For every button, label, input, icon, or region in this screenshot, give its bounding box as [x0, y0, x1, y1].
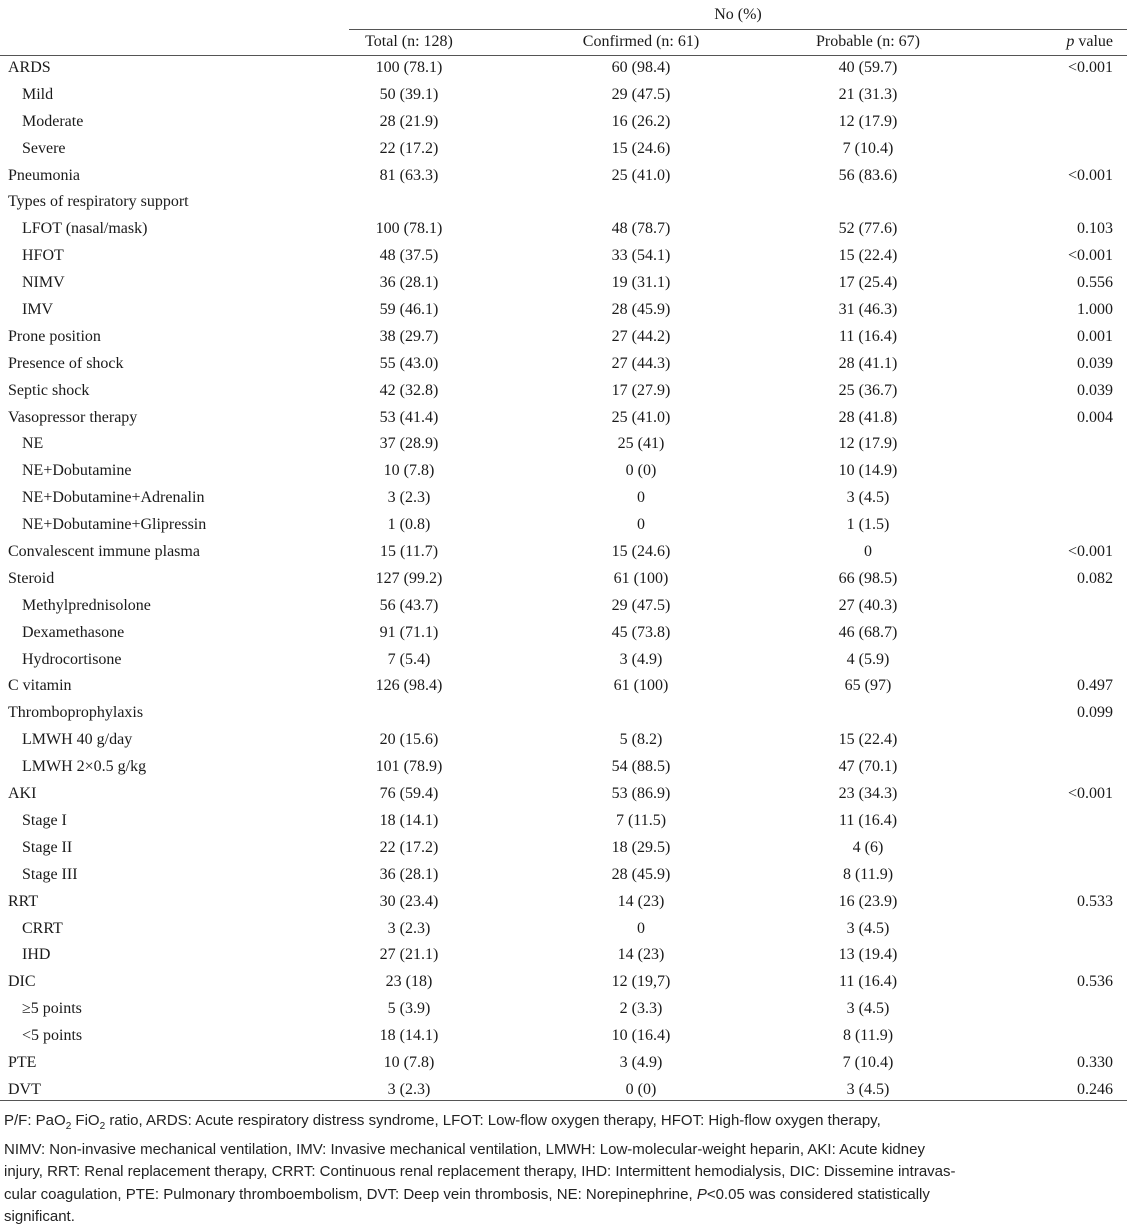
- footnote-line-1: [4, 1110, 1122, 1139]
- cell-confirmed: 3 (4.9): [619, 1053, 663, 1071]
- column-header-confirmed: Confirmed (n: 61): [582, 33, 700, 50]
- footnote-line-3: injury, RRT: Renal replacement therapy, CRRT: Continuous renal replacement therapy, IHD: Intermittent hemodialysis, DIC: Dissemine intravas-: [4, 1163, 956, 1181]
- cell-p-value: 0.536: [1077, 973, 1113, 991]
- cell-probable: 3 (4.5): [846, 489, 890, 507]
- table-row: [0, 648, 1127, 675]
- row-label: DVT: [8, 1080, 41, 1098]
- cell-p-value: <0.001: [1067, 247, 1113, 265]
- cell-total: 100 (78.1): [375, 59, 443, 76]
- footnote-text: P/F: PaO: [4, 1112, 66, 1129]
- row-label: RRT: [8, 892, 39, 910]
- row-label: Stage III: [22, 865, 78, 883]
- cell-confirmed: 18 (29.5): [611, 838, 671, 856]
- cell-total: 30 (23.4): [379, 892, 439, 910]
- cell-probable: 7 (10.4): [842, 139, 894, 157]
- row-label: ARDS: [8, 59, 51, 76]
- cell-probable: 11 (16.4): [838, 327, 898, 345]
- table-row: [0, 217, 1127, 244]
- cell-total: 100 (78.1): [375, 220, 443, 238]
- subscript: 2: [65, 1121, 72, 1132]
- cell-p-value: <0.001: [1067, 59, 1113, 76]
- cell-confirmed: 53 (86.9): [611, 785, 671, 803]
- cell-confirmed: 16 (26.2): [611, 112, 671, 130]
- cell-probable: 4 (5.9): [846, 650, 890, 668]
- cell-probable: 25 (36.7): [838, 381, 898, 399]
- cell-p-value: <0.001: [1067, 543, 1113, 561]
- cell-total: 36 (28.1): [379, 865, 439, 883]
- cell-p-value: 0.497: [1077, 677, 1113, 695]
- row-label: Dexamethasone: [22, 623, 125, 641]
- footnote-italic-p: P: [696, 1185, 707, 1203]
- column-header-row: [0, 31, 1127, 56]
- cell-confirmed: 12 (19,7): [611, 973, 671, 991]
- table-row: [0, 943, 1127, 970]
- cell-p-value: 0.533: [1077, 892, 1113, 910]
- cell-p-value: <0.001: [1067, 785, 1113, 803]
- table-row: [0, 970, 1127, 997]
- cell-total: 3 (2.3): [387, 489, 431, 507]
- cell-p-value: 0.082: [1077, 569, 1113, 587]
- cell-probable: 16 (23.9): [838, 892, 898, 910]
- cell-probable: 28 (41.1): [838, 354, 898, 372]
- cell-probable: 3 (4.5): [846, 1080, 890, 1098]
- table-body: [0, 56, 1127, 1105]
- row-label: Vasopressor therapy: [8, 408, 138, 426]
- row-label: Steroid: [8, 569, 55, 587]
- cell-total: 22 (17.2): [379, 139, 439, 157]
- row-label: LMWH 40 g/day: [22, 731, 133, 749]
- cell-total: 53 (41.4): [379, 408, 439, 426]
- cell-confirmed: 2 (3.3): [619, 1000, 663, 1018]
- table-row: [0, 728, 1127, 755]
- cell-p-value: 0.099: [1077, 704, 1113, 722]
- cell-probable: 15 (22.4): [838, 247, 898, 265]
- row-label: Stage II: [22, 838, 73, 856]
- cell-probable: 23 (34.3): [838, 785, 898, 803]
- cell-confirmed: 14 (23): [617, 946, 665, 964]
- cell-total: 1 (0.8): [387, 516, 431, 534]
- cell-confirmed: 48 (78.7): [611, 220, 671, 238]
- row-label: Hydrocortisone: [22, 650, 122, 668]
- cell-confirmed: 33 (54.1): [611, 247, 671, 265]
- table-row: [0, 782, 1127, 809]
- cell-confirmed: 17 (27.9): [611, 381, 671, 399]
- cell-total: 55 (43.0): [379, 354, 439, 372]
- row-label: Pneumonia: [8, 166, 80, 184]
- cell-total: 42 (32.8): [379, 381, 439, 399]
- row-label: C vitamin: [8, 677, 72, 695]
- cell-probable: 65 (97): [844, 677, 892, 695]
- cell-total: 27 (21.1): [379, 946, 439, 964]
- table-row: [0, 164, 1127, 191]
- cell-probable: 47 (70.1): [838, 758, 898, 776]
- table-row: [0, 621, 1127, 648]
- cell-total: 23 (18): [385, 973, 433, 991]
- cell-probable: 56 (83.6): [838, 166, 898, 184]
- table-row: [0, 997, 1127, 1024]
- cell-total: 18 (14.1): [379, 1027, 439, 1045]
- table-row: [0, 513, 1127, 540]
- row-label: Mild: [22, 85, 54, 103]
- cell-confirmed: 25 (41): [617, 435, 665, 453]
- table-bottom-rule: [0, 1100, 1127, 1101]
- cell-probable: 21 (31.3): [838, 85, 898, 103]
- cell-total: 59 (46.1): [379, 301, 439, 319]
- table-row: [0, 298, 1127, 325]
- footnote-text: ratio, ARDS: Acute respiratory distress syndrome, LFOT: Low-flow oxygen therapy, HFOT: High-flow oxygen therapy,: [105, 1112, 881, 1129]
- row-label: NE+Dobutamine: [22, 462, 132, 480]
- row-label: Septic shock: [8, 381, 90, 399]
- cell-confirmed: 0: [637, 489, 645, 507]
- cell-confirmed: 45 (73.8): [611, 623, 671, 641]
- cell-confirmed: 61 (100): [613, 569, 669, 587]
- cell-total: 56 (43.7): [379, 596, 439, 614]
- cell-p-value: 0.004: [1077, 408, 1113, 426]
- row-label: Presence of shock: [8, 354, 124, 372]
- cell-probable: 52 (77.6): [838, 220, 898, 238]
- table-row: [0, 190, 1127, 217]
- group-header-label: No (%): [714, 6, 762, 23]
- cell-total: 36 (28.1): [379, 274, 439, 292]
- cell-p-value: 0.556: [1077, 274, 1113, 292]
- cell-p-value: 0.039: [1077, 381, 1113, 399]
- cell-probable: 40 (59.7): [838, 59, 898, 76]
- cell-probable: 12 (17.9): [838, 435, 898, 453]
- footnote-text: cular coagulation, PTE: Pulmonary thromboembolism, DVT: Deep vein thrombosis, NE: Norepinephrine,: [4, 1185, 697, 1203]
- cell-p-value: 0.330: [1077, 1053, 1113, 1071]
- cell-total: 3 (2.3): [387, 919, 431, 937]
- cell-confirmed: 61 (100): [613, 677, 669, 695]
- cell-confirmed: 10 (16.4): [611, 1027, 671, 1045]
- row-label: NIMV: [22, 274, 65, 292]
- cell-p-value: <0.001: [1067, 166, 1113, 184]
- cell-total: 28 (21.9): [379, 112, 439, 130]
- row-label: Prone position: [8, 327, 101, 345]
- row-label: Thromboprophylaxis: [8, 704, 144, 722]
- row-label: DIC: [8, 973, 36, 991]
- row-label: Convalescent immune plasma: [8, 543, 200, 561]
- table-row: [0, 890, 1127, 917]
- cell-total: 76 (59.4): [379, 785, 439, 803]
- row-label: Types of respiratory support: [8, 193, 189, 211]
- row-label: PTE: [8, 1053, 37, 1071]
- footnote-line-5: significant.: [4, 1208, 75, 1226]
- cell-p-value: 1.000: [1077, 301, 1113, 319]
- table-row: [0, 379, 1127, 406]
- cell-confirmed: 0: [637, 516, 645, 534]
- cell-confirmed: 54 (88.5): [611, 758, 671, 776]
- subscript: 2: [99, 1121, 106, 1132]
- cell-total: 22 (17.2): [379, 838, 439, 856]
- cell-probable: 3 (4.5): [846, 919, 890, 937]
- cell-total: 91 (71.1): [379, 623, 439, 641]
- column-header-probable: Probable (n: 67): [816, 33, 920, 50]
- table-row: [0, 432, 1127, 459]
- cell-probable: 8 (11.9): [842, 865, 894, 883]
- cell-probable: 17 (25.4): [838, 274, 898, 292]
- row-label: Moderate: [22, 112, 84, 130]
- cell-confirmed: 5 (8.2): [619, 731, 663, 749]
- cell-probable: 8 (11.9): [842, 1027, 894, 1045]
- cell-probable: 46 (68.7): [838, 623, 898, 641]
- cell-confirmed: 0: [637, 919, 645, 937]
- column-header-total: Total (n: 128): [365, 33, 453, 50]
- cell-confirmed: 14 (23): [617, 892, 665, 910]
- cell-probable: 4 (6): [852, 838, 884, 856]
- table-row: [0, 836, 1127, 863]
- row-label: Methylprednisolone: [22, 596, 151, 614]
- column-header-p-value: [1066, 33, 1113, 51]
- cell-total: 38 (29.7): [379, 327, 439, 345]
- table-row: [0, 459, 1127, 486]
- cell-probable: 66 (98.5): [838, 569, 898, 587]
- p-symbol: p: [1066, 33, 1075, 50]
- cell-total: 20 (15.6): [379, 731, 439, 749]
- cell-confirmed: 19 (31.1): [611, 274, 671, 292]
- table-row: [0, 486, 1127, 513]
- cell-confirmed: 60 (98.4): [611, 59, 671, 76]
- cell-confirmed: 3 (4.9): [619, 650, 663, 668]
- cell-probable: 0: [864, 543, 872, 561]
- cell-total: 7 (5.4): [387, 650, 431, 668]
- cell-probable: 11 (16.4): [838, 973, 898, 991]
- cell-confirmed: 0 (0): [625, 462, 657, 480]
- footnote-text: <0.05 was considered statistically: [706, 1185, 930, 1203]
- row-label: <5 points: [22, 1027, 83, 1045]
- cell-total: 15 (11.7): [379, 543, 439, 561]
- cell-total: 101 (78.9): [375, 758, 443, 776]
- cell-total: 126 (98.4): [375, 677, 443, 695]
- row-label: Stage I: [22, 811, 67, 829]
- row-label: IHD: [22, 946, 51, 964]
- row-label: IMV: [22, 301, 54, 319]
- cell-total: 18 (14.1): [379, 811, 439, 829]
- row-label: NE+Dobutamine+Adrenalin: [22, 489, 205, 507]
- row-label: ≥5 points: [22, 1000, 82, 1018]
- cell-p-value: 0.103: [1077, 220, 1113, 238]
- cell-confirmed: 29 (47.5): [611, 85, 671, 103]
- table-row: [0, 540, 1127, 567]
- cell-total: 50 (39.1): [379, 85, 439, 103]
- cell-total: 48 (37.5): [379, 247, 439, 265]
- cell-confirmed: 25 (41.0): [611, 166, 671, 184]
- cell-p-value: 0.001: [1077, 327, 1113, 345]
- cell-total: 37 (28.9): [379, 435, 439, 453]
- cell-total: 5 (3.9): [387, 1000, 431, 1018]
- cell-total: 10 (7.8): [383, 462, 435, 480]
- table-row: [0, 325, 1127, 352]
- cell-confirmed: 15 (24.6): [611, 139, 671, 157]
- table-footnote: [4, 1110, 1122, 1229]
- table-row: [0, 863, 1127, 890]
- row-label: CRRT: [22, 919, 63, 937]
- table-row: [0, 110, 1127, 137]
- table-row: [0, 83, 1127, 110]
- cell-confirmed: 27 (44.2): [611, 327, 671, 345]
- cell-confirmed: 7 (11.5): [615, 811, 667, 829]
- cell-confirmed: 28 (45.9): [611, 865, 671, 883]
- cell-p-value: 0.246: [1077, 1080, 1113, 1098]
- table-row: [0, 567, 1127, 594]
- cell-confirmed: 0 (0): [625, 1080, 657, 1098]
- table-row: [0, 271, 1127, 298]
- row-label: AKI: [8, 785, 37, 803]
- cell-total: 3 (2.3): [387, 1080, 431, 1098]
- cell-probable: 13 (19.4): [838, 946, 898, 964]
- table-row: [0, 244, 1127, 271]
- group-header: [349, 4, 1127, 30]
- cell-confirmed: 27 (44.3): [611, 354, 671, 372]
- table-row: [0, 755, 1127, 782]
- cell-probable: 3 (4.5): [846, 1000, 890, 1018]
- table-row: [0, 406, 1127, 433]
- cell-confirmed: 25 (41.0): [611, 408, 671, 426]
- table-row: [0, 137, 1127, 164]
- cell-probable: 31 (46.3): [838, 301, 898, 319]
- footnote-line-2: NIMV: Non-invasive mechanical ventilation, IMV: Invasive mechanical ventilation, LMWH: Low-molecular-weight heparin, AKI: Acute kidney: [4, 1140, 925, 1158]
- table-row: [0, 56, 1127, 83]
- table-row: [0, 917, 1127, 944]
- cell-probable: 28 (41.8): [838, 408, 898, 426]
- table-row: [0, 809, 1127, 836]
- row-label: NE+Dobutamine+Glipressin: [22, 516, 207, 534]
- row-label: LFOT (nasal/mask): [22, 220, 148, 238]
- cell-total: 127 (99.2): [375, 569, 443, 587]
- table-row: [0, 352, 1127, 379]
- table-row: [0, 1051, 1127, 1078]
- cell-total: 10 (7.8): [383, 1053, 435, 1071]
- cell-total: 81 (63.3): [379, 166, 439, 184]
- cell-p-value: 0.039: [1077, 354, 1113, 372]
- cell-confirmed: 15 (24.6): [611, 543, 671, 561]
- table-row: [0, 674, 1127, 701]
- cell-probable: 11 (16.4): [838, 811, 898, 829]
- table-row: [0, 701, 1127, 728]
- row-label: NE: [22, 435, 44, 453]
- footnote-text: FiO: [71, 1112, 100, 1129]
- table-row: [0, 594, 1127, 621]
- cell-probable: 10 (14.9): [838, 462, 898, 480]
- cell-probable: 15 (22.4): [838, 731, 898, 749]
- table-row: [0, 1024, 1127, 1051]
- cell-probable: 7 (10.4): [842, 1053, 894, 1071]
- row-label: HFOT: [22, 247, 64, 265]
- footnote-line-4: [4, 1184, 1122, 1207]
- cell-confirmed: 28 (45.9): [611, 301, 671, 319]
- cell-probable: 1 (1.5): [846, 516, 890, 534]
- cell-confirmed: 29 (47.5): [611, 596, 671, 614]
- cell-probable: 27 (40.3): [838, 596, 898, 614]
- cell-probable: 12 (17.9): [838, 112, 898, 130]
- row-label: Severe: [22, 139, 66, 157]
- p-value-word: value: [1074, 33, 1113, 50]
- row-label: LMWH 2×0.5 g/kg: [22, 758, 147, 776]
